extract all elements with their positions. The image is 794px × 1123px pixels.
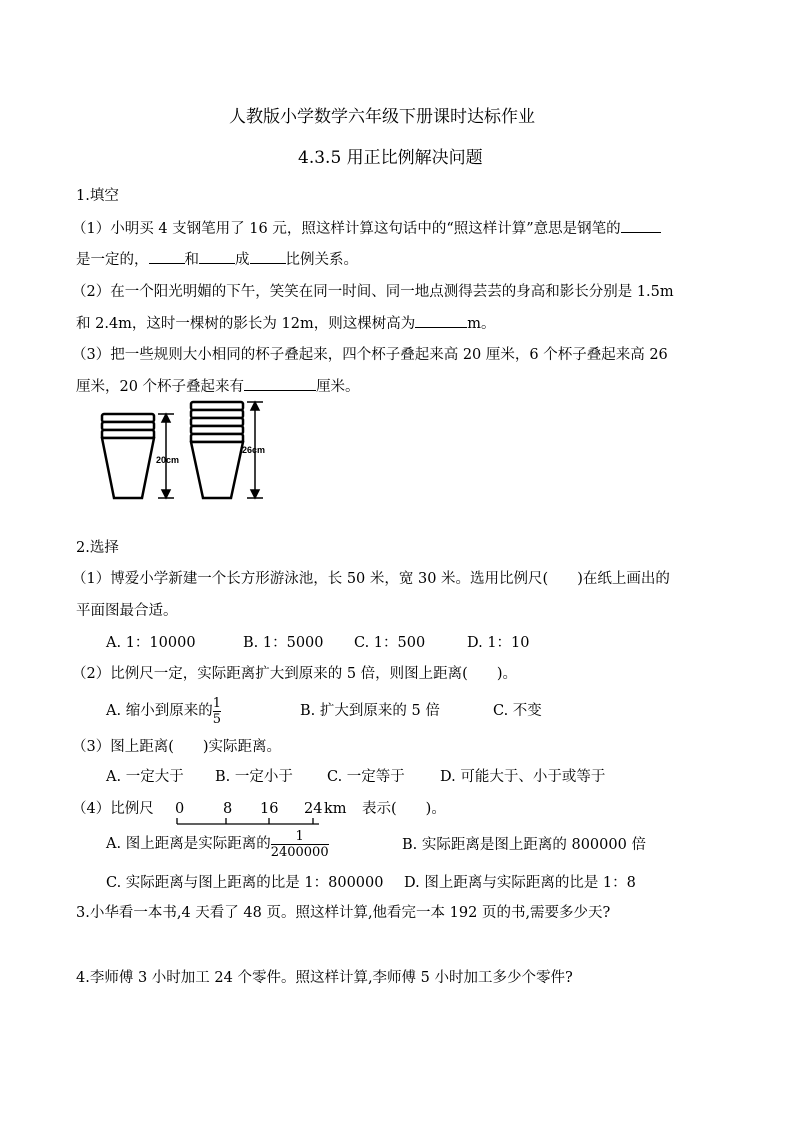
option-a-text: A. 缩小到原来的	[106, 703, 213, 719]
q3-text: 3.小华看一本书,4 天看了 48 页。照这样计算,他看完一本 192 页的书,需要多少天?	[76, 905, 611, 921]
q2-p4-option-d[interactable]: D. 图上距离与实际距离的比是 1：8	[404, 875, 636, 891]
q4-text: 4.李师傅 3 小时加工 24 个零件。照这样计算,李师傅 5 小时加工多少个零件?	[76, 970, 573, 986]
q1-p3-text: 厘米，20 个杯子叠起来有	[76, 379, 245, 395]
q1-p1-text: 是一定的，	[76, 252, 149, 268]
q1-p1-text: 和	[184, 252, 199, 268]
option-a-text: A. 图上距离是实际距离的	[106, 836, 271, 852]
cup-body-left	[102, 438, 154, 498]
height-label-right: 26cm	[242, 445, 266, 455]
q2-p1-option-b[interactable]: B. 1：5000	[243, 635, 324, 651]
q2-p4-suffix: 表示( )。	[362, 801, 446, 817]
q2-p2-option-b[interactable]: B. 扩大到原来的 5 倍	[300, 703, 440, 719]
q2-heading: 2.选择	[76, 540, 119, 556]
q2-p1-line2: 平面图最合适。	[76, 603, 178, 619]
q1-p2-text: m。	[467, 316, 496, 332]
q1-p1-line1	[72, 218, 661, 239]
page-title: 人教版小学数学六年级下册课时达标作业	[229, 107, 535, 127]
q2-p3-option-c[interactable]: C. 一定等于	[327, 769, 405, 785]
scale-tick-8: 8	[223, 801, 233, 817]
height-label-left: 20cm	[156, 455, 180, 465]
q2-p1-option-c[interactable]: C. 1：500	[354, 635, 426, 651]
q1-p1-text: 成	[235, 252, 250, 268]
q2-p3-option-b[interactable]: B. 一定小于	[215, 769, 293, 785]
blank[interactable]	[621, 218, 661, 233]
blank[interactable]	[149, 249, 185, 264]
cup-body-right	[191, 442, 243, 498]
blank[interactable]	[199, 249, 235, 264]
fraction-denominator: 5	[212, 711, 221, 727]
q1-p2-line1: （2）在一个阳光明媚的下午，笑笑在同一时间、同一地点测得芸芸的身高和影长分别是 1.5m	[72, 284, 674, 300]
q1-p3-text: 厘米。	[316, 379, 360, 395]
q1-p2-line2	[76, 313, 495, 334]
q2-p4-option-b[interactable]: B. 实际距离是图上距离的 800000 倍	[402, 837, 646, 853]
q1-p3-line1: （3）把一些规则大小相同的杯子叠起来，四个杯子叠起来高 20 厘米，6 个杯子叠起来高 26	[72, 347, 668, 363]
blank[interactable]	[244, 376, 316, 391]
q1-heading: 1.填空	[76, 188, 119, 204]
fraction	[213, 696, 221, 727]
fraction	[271, 829, 329, 860]
q2-p3-line1: （3）图上距离( )实际距离。	[72, 739, 282, 755]
q2-p2-line1: （2）比例尺一定，实际距离扩大到原来的 5 倍，则图上距离( )。	[72, 666, 517, 682]
q2-p4-option-a[interactable]	[106, 824, 329, 864]
fraction-denominator: 2400000	[270, 844, 329, 860]
q2-p1-option-d[interactable]: D. 1：10	[467, 635, 530, 651]
q2-p1-line1: （1）博爱小学新建一个长方形游泳池，长 50 米，宽 30 米。选用比例尺( )在纸上画出的	[72, 571, 670, 587]
blank[interactable]	[250, 249, 286, 264]
q1-p1-line2	[76, 249, 358, 270]
q2-p4-option-c[interactable]: C. 实际距离与图上距离的比是 1：800000	[106, 875, 384, 891]
q1-p2-text: 和 2.4m，这时一棵树的影长为 12m，则这棵树高为	[76, 316, 416, 332]
blank[interactable]	[415, 313, 467, 328]
scale-unit: km	[324, 801, 347, 817]
q2-p3-option-d[interactable]: D. 可能大于、小于或等于	[440, 769, 606, 785]
fraction-numerator: 1	[212, 695, 221, 711]
q2-p4-prefix: （4）比例尺	[72, 801, 154, 817]
q2-p1-option-a[interactable]: A. 1：10000	[106, 635, 196, 651]
scale-tick-16: 16	[260, 801, 279, 817]
q2-p3-option-a[interactable]: A. 一定大于	[106, 769, 184, 785]
q1-p1-text: （1）小明买 4 支钢笔用了 16 元，照这样计算这句话中的“照这样计算”意思是钢笔的	[72, 221, 621, 237]
stacked-cups-figure	[96, 396, 286, 506]
q2-p2-option-a[interactable]	[106, 691, 221, 731]
q1-p3-line2	[76, 376, 360, 397]
fraction-numerator: 1	[295, 828, 304, 844]
q2-p2-option-c[interactable]: C. 不变	[493, 703, 542, 719]
scale-tick-24: 24	[304, 801, 323, 817]
page-subtitle: 4.3.5 用正比例解决问题	[298, 148, 483, 168]
q1-p1-text: 比例关系。	[285, 252, 358, 268]
scale-tick-0: 0	[175, 801, 185, 817]
